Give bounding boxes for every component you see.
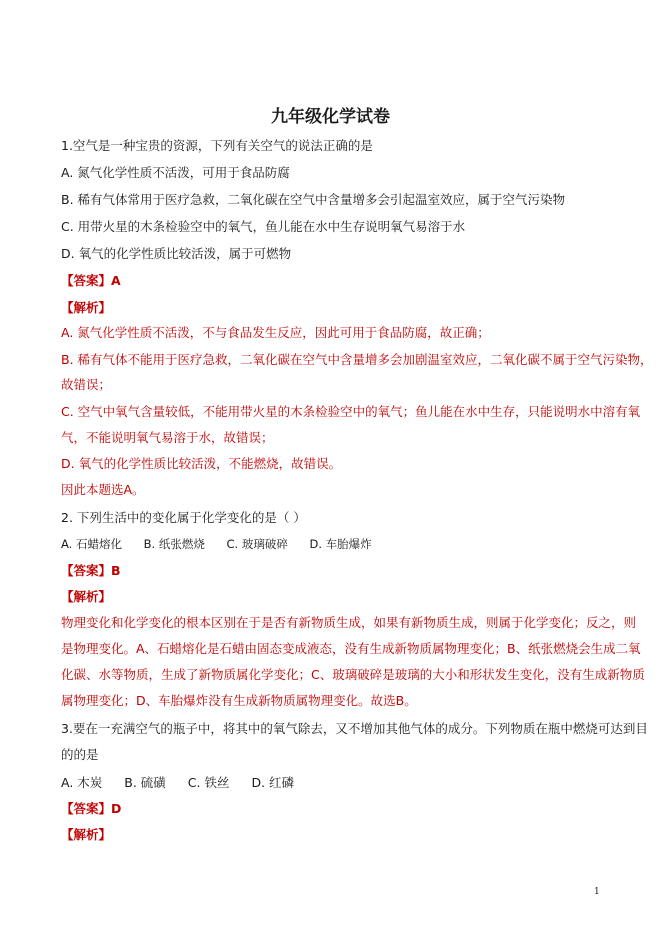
q1-analysis-label: 【解析】 — [61, 300, 112, 315]
q1-stem: 1.空气是一种宝贵的资源，下列有关空气的说法正确的是 — [61, 138, 373, 153]
q2-option-c: C. 玻璃破碎 — [226, 537, 288, 551]
q1-conclusion: 因此本题选A。 — [61, 482, 145, 497]
q2-option-b: B. 纸张燃烧 — [143, 537, 205, 551]
q1-option-d: D. 氧气的化学性质比较活泼，属于可燃物 — [61, 246, 292, 261]
q1-analysis-line: C. 空气中氧气含量较低，不能用带火星的木条检验空中的氧气；鱼儿能在水中生存，只能说明水中溶有氧 — [61, 404, 641, 419]
q3-stem-line: 的的是 — [61, 747, 99, 762]
q2-analysis-label: 【解析】 — [61, 589, 112, 604]
q3-option-c: C. 铁丝 — [187, 775, 230, 790]
q3-stem-line: 3.要在一充满空气的瓶子中，将其中的氧气除去，又不增加其他气体的成分。下列物质在瓶中燃烧可达到目 — [61, 721, 648, 736]
q1-option-b: B. 稀有气体常用于医疗急救，二氧化碳在空气中含量增多会引起温室效应，属于空气污染物 — [61, 192, 566, 207]
q2-option-a: A. 石蜡熔化 — [61, 537, 122, 551]
page-number: 1 — [594, 887, 600, 897]
q1-analysis-line: B. 稀有气体不能用于医疗急救，二氧化碳在空气中含量增多会加剧温室效应，二氧化碳不属于空气污染物， — [61, 352, 653, 367]
q1-analysis-line: A. 氮气化学性质不活泼，不与食品发生反应，因此可用于食品防腐，故正确； — [61, 325, 490, 340]
q3-answer: 【答案】D — [61, 801, 122, 816]
q2-answer: 【答案】B — [61, 563, 121, 578]
q3-options — [61, 775, 312, 791]
q3-option-d: D. 红磷 — [251, 775, 295, 790]
q1-option-a: A. 氮气化学性质不活泼，可用于食品防腐 — [61, 165, 290, 180]
q2-analysis-line: 属物理变化；D、车胎爆炸没有生成新物质属物理变化。故选B。 — [61, 693, 417, 708]
q2-option-d: D. 车胎爆炸 — [309, 537, 372, 551]
q2-analysis-line: 是物理变化。A、石蜡熔化是石蜡由固态变成液态，没有生成新物质属物理变化；B、纸张燃烧会生成二氧 — [61, 641, 641, 656]
q1-option-c: C. 用带火星的木条检验空中的氧气，鱼儿能在水中生存说明氧气易溶于水 — [61, 219, 466, 234]
page-title: 九年级化学试卷 — [271, 107, 390, 127]
q1-analysis-line: D. 氧气的化学性质比较活泼，不能燃烧，故错误。 — [61, 456, 342, 471]
q3-option-b: B. 硫磺 — [124, 775, 166, 790]
q2-analysis-line: 物理变化和化学变化的根本区别在于是否有新物质生成，如果有新物质生成，则属于化学变化；反之，则 — [61, 615, 637, 630]
q2-options — [61, 536, 390, 552]
q3-analysis-label: 【解析】 — [61, 827, 112, 842]
q3-option-a: A. 木炭 — [61, 775, 103, 790]
q2-stem: 2. 下列生活中的变化属于化学变化的是（ ） — [61, 510, 306, 525]
q1-answer: 【答案】A — [61, 273, 121, 288]
q1-analysis-line: 气，不能说明氧气易溶于水，故错误； — [61, 430, 274, 445]
q1-analysis-line: 故错误； — [61, 377, 112, 392]
q2-analysis-line: 化碳、水等物质，生成了新物质属化学变化；C、玻璃破碎是玻璃的大小和形状发生变化，没有生成新物质 — [61, 667, 645, 682]
